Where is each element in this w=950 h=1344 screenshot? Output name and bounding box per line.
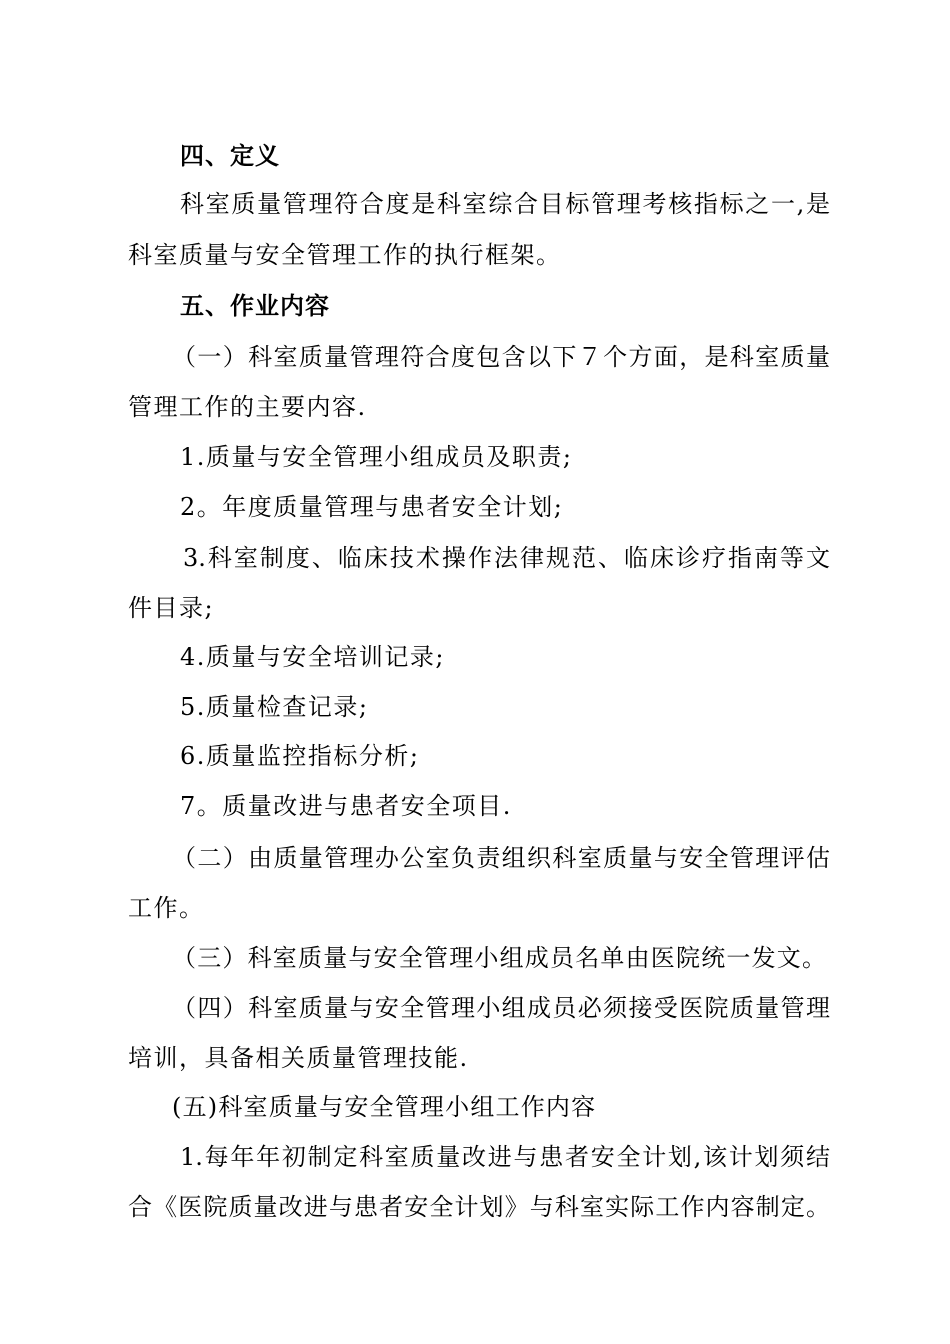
list-item-line: 6.质量监控指标分析; — [180, 742, 420, 770]
paragraph-line: （四）科室质量与安全管理小组成员必须接受医院质量管理 — [172, 994, 830, 1022]
paragraph-line: 工作。 — [128, 894, 205, 922]
paragraph-line: 科室质量管理符合度是科室综合目标管理考核指标之一,是 — [180, 190, 830, 218]
list-item-line: 3.科室制度、临床技术操作法律规范、临床诊疗指南等文 — [183, 544, 830, 572]
list-item-line: 2。年度质量管理与患者安全计划; — [180, 493, 564, 521]
paragraph-line: 管理工作的主要内容. — [128, 393, 367, 421]
paragraph-line: （三）科室质量与安全管理小组成员名单由医院统一发文。 — [172, 944, 828, 972]
list-item-line: 5.质量检查记录; — [180, 693, 369, 721]
paragraph-line: 科室质量与安全管理工作的执行框架。 — [128, 241, 562, 269]
section-heading-work-content: 五、作业内容 — [180, 292, 330, 320]
section-heading-definition: 四、定义 — [180, 142, 280, 170]
paragraph-line: 合《医院质量改进与患者安全计划》与科室实际工作内容制定。 — [128, 1193, 830, 1221]
list-item-line: 1.每年年初制定科室质量改进与患者安全计划,该计划须结 — [180, 1143, 830, 1171]
paragraph-line: 件目录; — [128, 594, 215, 622]
list-item-line: 4.质量与安全培训记录; — [180, 643, 445, 671]
paragraph-line: （二）由质量管理办公室负责组织科室质量与安全管理评估 — [172, 844, 830, 872]
list-item-line: 7。质量改进与患者安全项目. — [180, 792, 512, 820]
paragraph-line: 培训，具备相关质量管理技能. — [128, 1044, 469, 1072]
list-subheading-line: (五)科室质量与安全管理小组工作内容 — [172, 1093, 597, 1121]
list-item-line: 1.质量与安全管理小组成员及职责; — [180, 443, 573, 471]
paragraph-line: （一）科室质量管理符合度包含以下７个方面，是科室质量 — [172, 343, 830, 371]
